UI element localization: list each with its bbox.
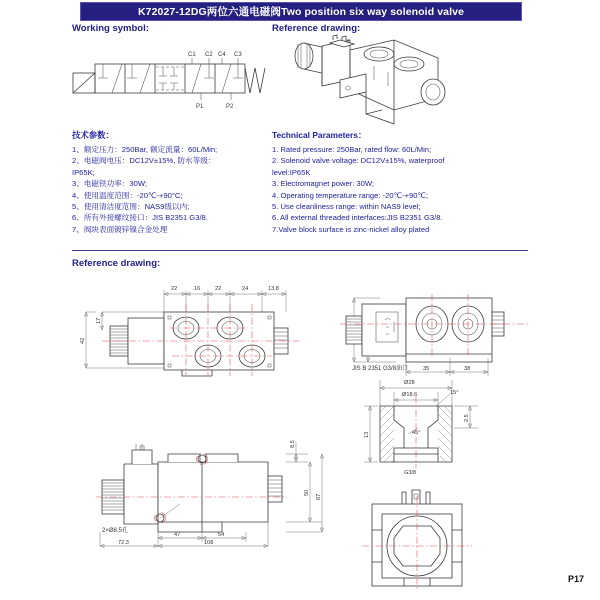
port-label-c3: C3 <box>234 52 242 58</box>
front-dim-50: 50 <box>304 489 310 496</box>
top-dim-22a: 22 <box>171 286 178 292</box>
top-dim-17: 17 <box>96 317 102 324</box>
cn-param-line: 3、电磁铁功率：30W; <box>72 179 147 189</box>
port-label-p2: P2 <box>226 104 234 110</box>
cn-param-line: 1、额定压力：250Bar, 额定流量：60L/Min; <box>72 144 218 154</box>
reference-drawing-heading-top: Reference drawing: <box>272 23 361 34</box>
front-dim-8-5: 8.5 <box>290 440 296 448</box>
cn-param-line: 7、阀块表面镀锌镍合金处理 <box>72 224 168 234</box>
front-dim-67: 67 <box>316 493 322 500</box>
en-param-line: 2. Solenoid valve voltage: DC12V±15%, waterproof <box>272 156 445 166</box>
top-dim-13-8: 13.8 <box>268 286 279 292</box>
english-technical-parameters <box>272 130 522 235</box>
side-dim-38: 38 <box>464 366 471 372</box>
en-param-line: 4. Operating temperature range: -20℃-+90℃; <box>272 190 429 200</box>
port-label-c4: C4 <box>218 52 226 58</box>
cn-param-line: 5、使用清洁度范围：NAS9级以内; <box>72 201 190 211</box>
en-param-line: 6. All external threaded interfaces:JIS B2351 G3/8. <box>272 213 443 223</box>
port-dim-d18-6: Ø18.6 <box>402 392 418 398</box>
en-params-title: Technical Parameters： <box>272 130 367 140</box>
port-label-c2: C2 <box>205 52 213 58</box>
top-dim-16: 16 <box>194 286 201 292</box>
working-symbol-heading: Working symbol: <box>72 23 149 34</box>
section-divider <box>72 250 528 251</box>
valve-isometric-drawing <box>278 36 478 128</box>
port-dim-45deg: 45° <box>412 430 421 436</box>
chinese-technical-parameters <box>72 130 262 235</box>
en-param-line: 7.Valve block surface is zinc-nickel alloy plated <box>272 224 430 234</box>
working-symbol-diagram <box>70 38 280 123</box>
port-label-c1: C1 <box>188 52 196 58</box>
cn-param-line: 2、电磁阀电压：DC12V±15%, 防水等级： <box>72 156 216 166</box>
en-param-line: 5. Use cleanliness range: within NAS9 level; <box>272 201 421 211</box>
en-param-line: level:IP65K <box>272 167 311 177</box>
front-dim-72-3: 72.3 <box>118 540 129 546</box>
top-dim-24: 24 <box>242 286 249 292</box>
front-dim-108: 108 <box>204 540 214 546</box>
port-label-p1: P1 <box>196 104 204 110</box>
cn-param-line: IP65K; <box>72 167 95 177</box>
en-param-line: 3. Electromagnet power: 30W; <box>272 179 375 189</box>
reference-drawing-heading-bottom: Reference drawing: <box>72 258 161 269</box>
port-dim-15deg: 15° <box>450 390 459 396</box>
port-dim-d28: Ø28 <box>404 380 415 386</box>
cn-param-line: 4、使用温度范围：-20℃-+90°C; <box>72 190 183 200</box>
front-dim-47: 47 <box>174 532 181 538</box>
page-title-banner <box>80 2 522 21</box>
page-title: K72027-12DG两位六通电磁阀Two position six way solenoid valve <box>137 6 465 18</box>
top-view-drawing <box>72 272 332 377</box>
cn-params-title: 技术参数： <box>72 130 114 140</box>
hole-note: 2×Ø8.5孔 <box>102 528 128 534</box>
top-dim-22b: 22 <box>215 286 222 292</box>
front-dim-54: 54 <box>218 532 225 538</box>
port-dim-2-5: 2.5 <box>464 414 470 422</box>
front-view-drawing <box>72 430 342 548</box>
top-dim-42: 42 <box>80 337 86 344</box>
port-detail-drawing <box>352 362 532 487</box>
page-number: P17 <box>567 574 584 584</box>
cn-param-line: 6、所有外接螺纹接口：JIS B2351 G3/8. <box>72 213 208 223</box>
port-dim-13: 13 <box>364 431 370 438</box>
side-dim-35: 35 <box>423 366 430 372</box>
en-param-line: 1. Rated pressure: 250Bar, rated flow: 60L/Min; <box>272 144 432 154</box>
port-detail-caption: JIS B 2351 G3/8油口 <box>352 366 409 372</box>
port-dim-g38: G3/8 <box>404 470 417 476</box>
end-view-drawing <box>348 486 528 591</box>
